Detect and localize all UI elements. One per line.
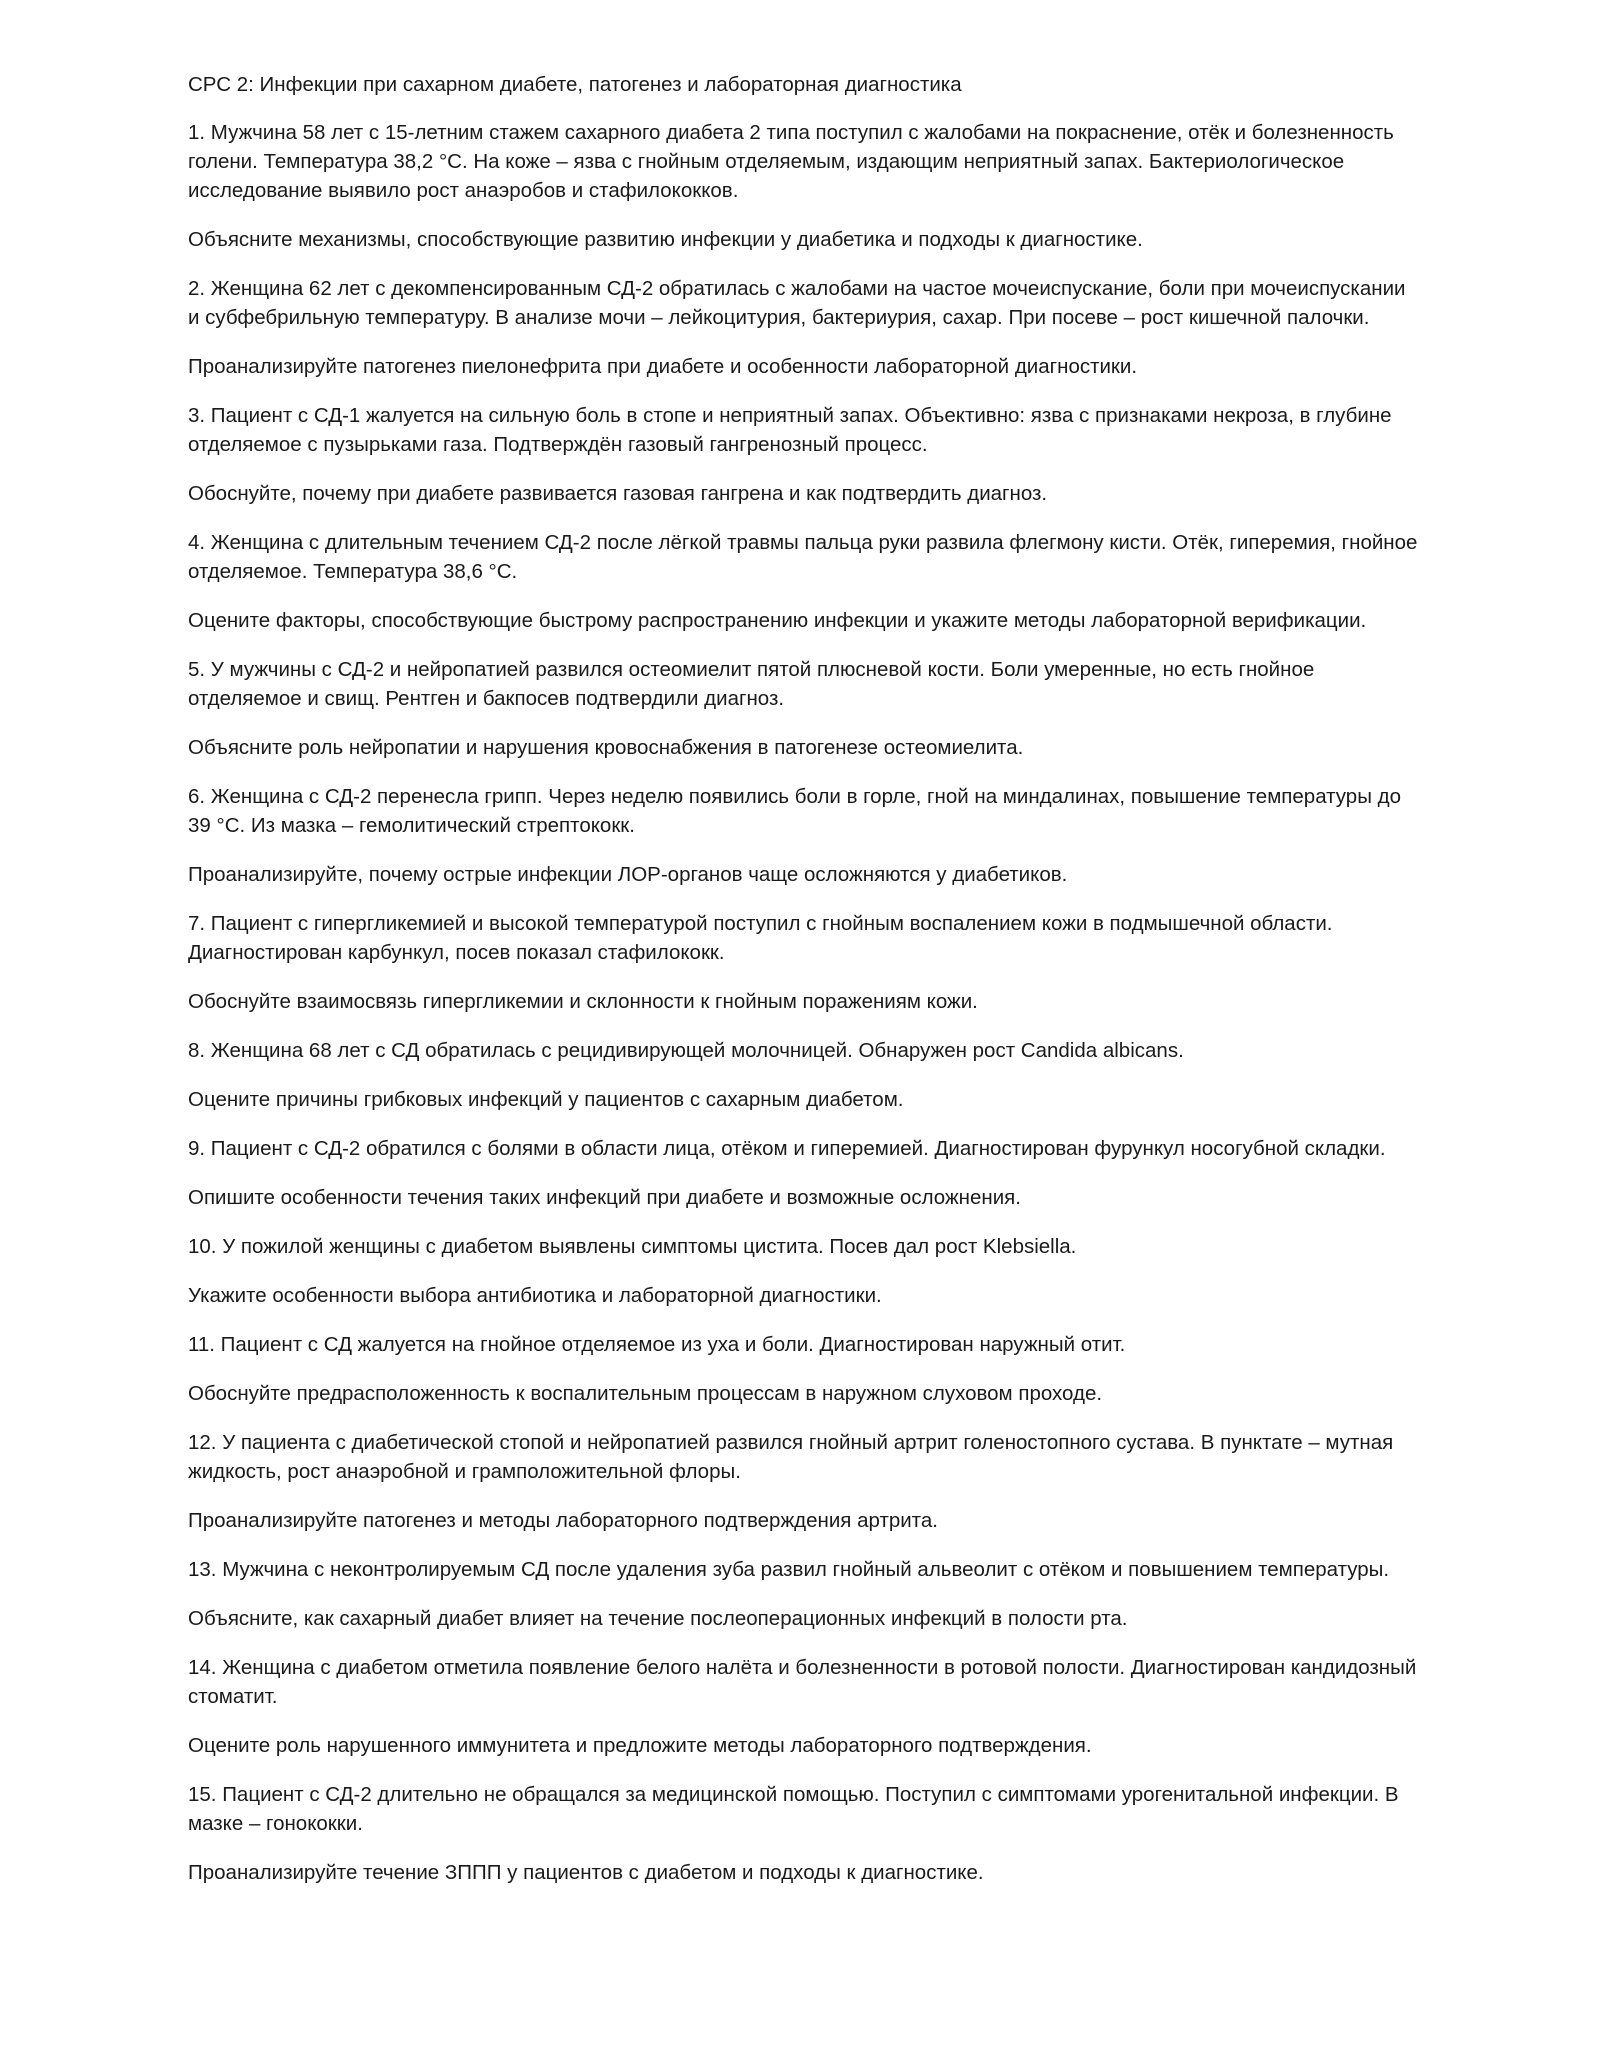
case-6-text: 6. Женщина с СД-2 перенесла грипп. Через неделю появились боли в горле, гной на миндалинах, повышение температуры до 39 °С. Из мазка – гемолитический стрептококк. xyxy=(188,785,1401,837)
case-2-text: 2. Женщина 62 лет с декомпенсированным СД-2 обратилась с жалобами на частое мочеиспускание, боли при мочеиспускании и субфебрильную температуру. В анализе мочи – лейкоцитурия, бактериурия, сахар. При посеве – рост кишечной палочки. xyxy=(188,277,1406,329)
case-6-task: Проанализируйте, почему острые инфекции ЛОР-органов чаще осложняются у диабетиков. xyxy=(188,863,1068,886)
case-12-text: 12. У пациента с диабетической стопой и нейропатией развился гнойный артрит голеностопного сустава. В пунктате – мутная жидкость, рост анаэробной и грамположительной флоры. xyxy=(188,1431,1394,1483)
case-9-task: Опишите особенности течения таких инфекций при диабете и возможные осложнения. xyxy=(188,1186,1021,1209)
case-11-task: Обоснуйте предрасположенность к воспалительным процессам в наружном слуховом проходе. xyxy=(188,1382,1103,1405)
case-9-text: 9. Пациент с СД-2 обратился с болями в области лица, отёком и гиперемией. Диагностирован фурункул носогубной складки. xyxy=(188,1137,1386,1160)
case-3-task: Обоснуйте, почему при диабете развивается газовая гангрена и как подтвердить диагноз. xyxy=(188,482,1048,505)
case-1-task: Объясните механизмы, способствующие развитию инфекции у диабетика и подходы к диагностике. xyxy=(188,228,1143,251)
case-4-task: Оцените факторы, способствующие быстрому распространению инфекции и укажите методы лабораторной верификации. xyxy=(188,609,1367,632)
case-7-task: Обоснуйте взаимосвязь гипергликемии и склонности к гнойным поражениям кожи. xyxy=(188,990,978,1013)
case-7-text: 7. Пациент с гипергликемией и высокой температурой поступил с гнойным воспалением кожи в подмышечной области. Диагностирован карбункул, посев показал стафилококк. xyxy=(188,912,1333,964)
document-page xyxy=(188,70,1420,1907)
case-10-text: 10. У пожилой женщины с диабетом выявлены симптомы цистита. Посев дал рост Klebsiella. xyxy=(188,1235,1077,1258)
case-12-task: Проанализируйте патогенез и методы лабораторного подтверждения артрита. xyxy=(188,1509,938,1532)
document-title: СРС 2: Инфекции при сахарном диабете, патогенез и лабораторная диагностика xyxy=(188,73,962,96)
case-8-text: 8. Женщина 68 лет с СД обратилась с рецидивирующей молочницей. Обнаружен рост Candida albicans. xyxy=(188,1039,1184,1062)
case-13-text: 13. Мужчина с неконтролируемым СД после удаления зуба развил гнойный альвеолит с отёком и повышением температуры. xyxy=(188,1558,1390,1581)
case-3-text: 3. Пациент с СД-1 жалуется на сильную боль в стопе и неприятный запах. Объективно: язва с признаками некроза, в глубине отделяемое с пузырьками газа. Подтверждён газовый гангренозный процесс. xyxy=(188,404,1392,456)
case-15-task: Проанализируйте течение ЗППП у пациентов с диабетом и подходы к диагностике. xyxy=(188,1861,984,1884)
case-1-text: 1. Мужчина 58 лет с 15-летним стажем сахарного диабета 2 типа поступил с жалобами на покраснение, отёк и болезненность голени. Температура 38,2 °С. На коже – язва с гнойным отделяемым, издающим неприятный запах. Бактериологическое исследование выявило рост анаэробов и стафилококков. xyxy=(188,121,1394,202)
case-5-task: Объясните роль нейропатии и нарушения кровоснабжения в патогенезе остеомиелита. xyxy=(188,736,1024,759)
case-8-task: Оцените причины грибковых инфекций у пациентов с сахарным диабетом. xyxy=(188,1088,904,1111)
case-14-task: Оцените роль нарушенного иммунитета и предложите методы лабораторного подтверждения. xyxy=(188,1734,1092,1757)
case-5-text: 5. У мужчины с СД-2 и нейропатией развился остеомиелит пятой плюсневой кости. Боли умеренные, но есть гнойное отделяемое и свищ. Рентген и бакпосев подтвердили диагноз. xyxy=(188,658,1315,710)
case-13-task: Объясните, как сахарный диабет влияет на течение послеоперационных инфекций в полости рта. xyxy=(188,1607,1128,1630)
case-15-text: 15. Пациент с СД-2 длительно не обращался за медицинской помощью. Поступил с симптомами урогенитальной инфекции. В мазке – гонококки. xyxy=(188,1783,1399,1835)
case-14-text: 14. Женщина с диабетом отметила появление белого налёта и болезненности в ротовой полости. Диагностирован кандидозный стоматит. xyxy=(188,1656,1417,1708)
case-2-task: Проанализируйте патогенез пиелонефрита при диабете и особенности лабораторной диагностики. xyxy=(188,355,1138,378)
case-4-text: 4. Женщина с длительным течением СД-2 после лёгкой травмы пальца руки развила флегмону кисти. Отёк, гиперемия, гнойное отделяемое. Температура 38,6 °С. xyxy=(188,531,1418,583)
case-10-task: Укажите особенности выбора антибиотика и лабораторной диагностики. xyxy=(188,1284,882,1307)
case-11-text: 11. Пациент с СД жалуется на гнойное отделяемое из уха и боли. Диагностирован наружный отит. xyxy=(188,1333,1126,1356)
